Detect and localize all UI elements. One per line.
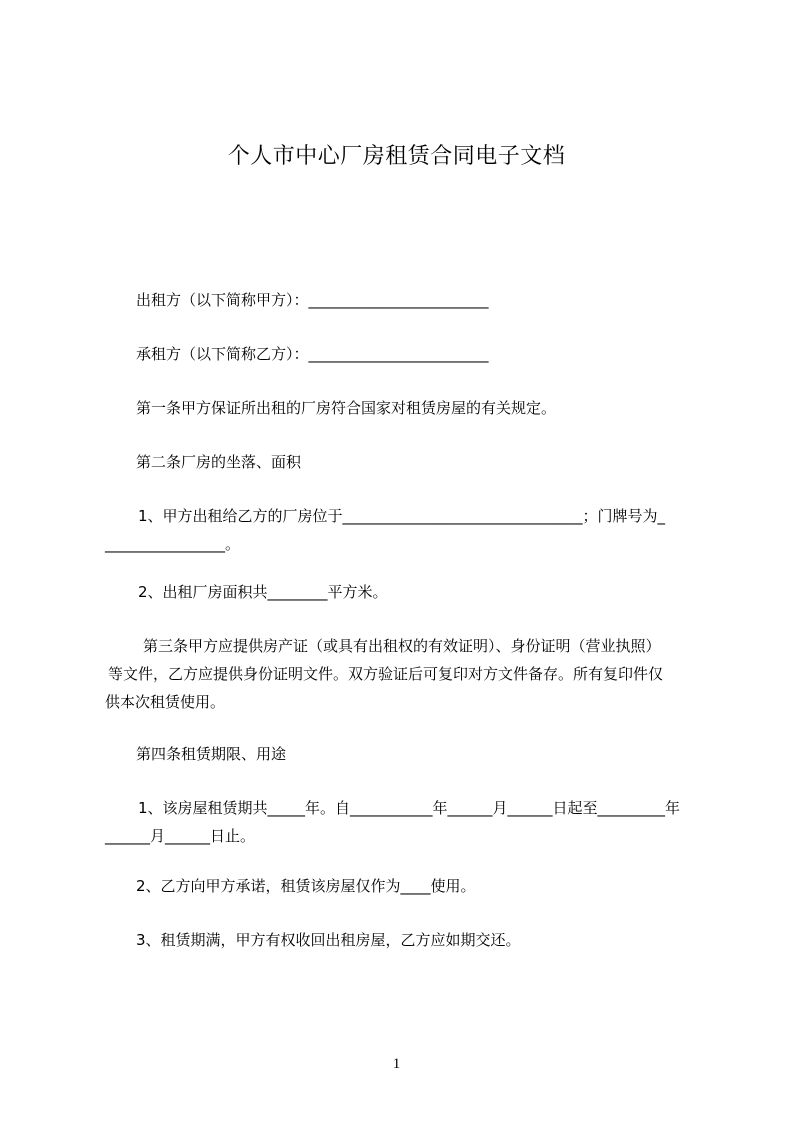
article-4-item-1-line-2: ______月______日止。 xyxy=(105,827,256,845)
article-1-text: 第一条甲方保证所出租的厂房符合国家对租赁房屋的有关规定。 xyxy=(136,399,557,417)
article-3-line-1: 第三条甲方应提供房产证（或具有出租权的有效证明）、身份证明（营业执照） xyxy=(143,637,661,655)
lessor-text: 出租方（以下简称甲方）：________________________ xyxy=(136,291,489,309)
article-3-line-3: 供本次租赁使用。 xyxy=(105,693,226,711)
page-number: 1 xyxy=(392,1056,401,1072)
article-4-item-3-text: 3、租赁期满，甲方有权收回出租房屋，乙方应如期交还。 xyxy=(136,931,521,949)
article-2-heading-text: 第二条厂房的坐落、面积 xyxy=(136,453,302,471)
document-title: 个人市中心厂房租赁合同电子文档 xyxy=(227,144,566,169)
article-4-item-1-line-1: 1、该房屋租赁期共_____年。自___________年______月______日起至_________年 xyxy=(138,799,681,817)
article-2-item-1-line-1: 1、甲方出租给乙方的厂房位于________________________________；门牌号为_ xyxy=(138,507,666,525)
article-3-line-2: 等文件，乙方应提供身份证明文件。双方验证后可复印对方文件备存。所有复印件仅 xyxy=(108,665,664,683)
article-2-item-2-text: 2、出租厂房面积共________平方米。 xyxy=(138,583,388,601)
article-4-item-2-text: 2、乙方向甲方承诺，租赁该房屋仅作为____使用。 xyxy=(136,877,476,895)
article-2-item-1-line-2: ________________。 xyxy=(105,535,241,553)
article-4-heading-text: 第四条租赁期限、用途 xyxy=(136,745,287,763)
lessee-text: 承租方（以下简称乙方）：________________________ xyxy=(136,345,489,363)
